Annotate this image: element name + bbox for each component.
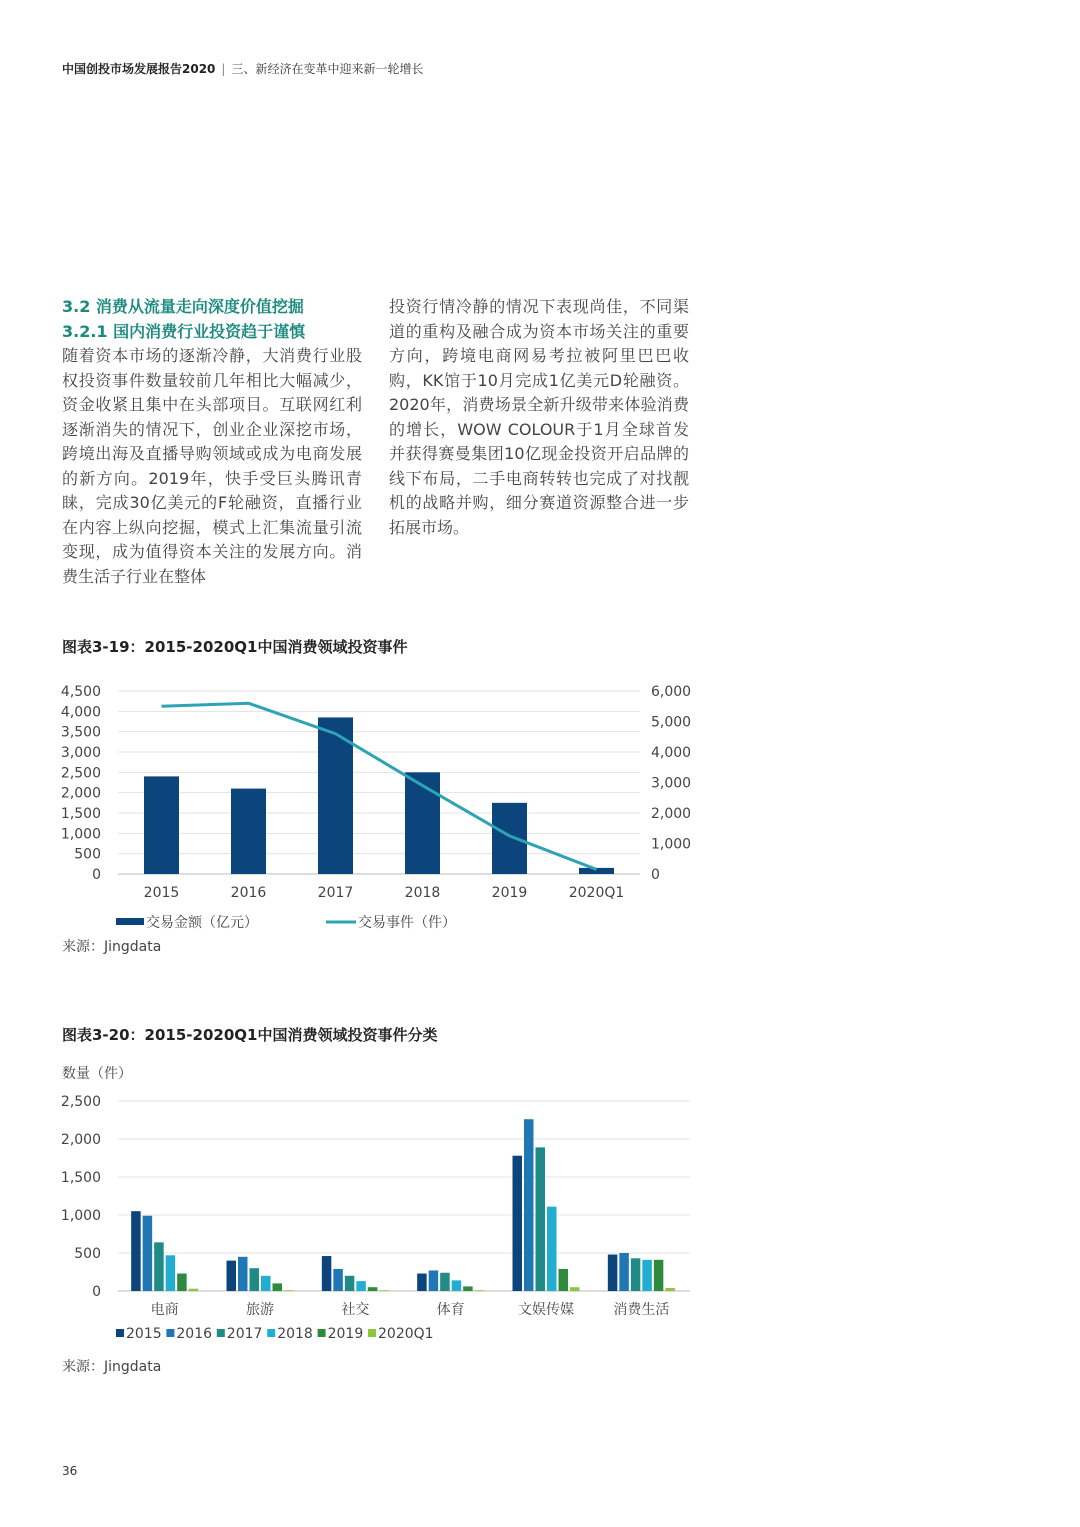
text-column-left (62, 295, 362, 589)
y-left-tick-label: 3,000 (60, 745, 101, 761)
y-left-tick-label: 3,500 (60, 724, 101, 741)
bar-2019 (273, 1283, 283, 1291)
bar-2016 (238, 1257, 248, 1291)
y-tick-label: 0 (92, 1284, 101, 1300)
bar-2020Q1 (570, 1287, 580, 1291)
y-left-tick-label: 500 (74, 846, 101, 863)
bar-2016 (619, 1253, 629, 1291)
figure2-source: 来源：Jingdata (62, 1359, 162, 1375)
y-left-tick-label: 1,500 (60, 806, 101, 822)
legend-label-amount: 交易金额（亿元） (146, 915, 258, 931)
line-events (162, 703, 597, 869)
x-tick-label: 电商 (150, 1302, 179, 1318)
bar-2017 (631, 1258, 641, 1291)
investment-category-chart (0, 1060, 720, 1355)
x-tick-label: 2015 (143, 885, 180, 901)
legend-swatch (318, 1329, 326, 1337)
legend-label-events: 交易事件（件） (358, 915, 456, 931)
chapter-title: 三、新经济在变革中迎来新一轮增长 (231, 62, 424, 76)
body-paragraph-right: 投资行情冷静的情况下表现尚佳，不同渠道的重构及融合成为资本市场关注的重要方向，跨境电商网易考拉被阿里巴巴收购，KK馆于10月完成1亿美元D轮融资。2020年，消费场景全新升级带来体验消费的增长，WOW COLOUR于1月全球首发并获得赛曼集团10亿现金投资开启品牌的线下布局，二手电商转转也完成了对找靓机的战略并购，细分赛道资源整合进一步拓展市场。 (389, 297, 689, 537)
y-left-tick-label: 4,000 (60, 704, 101, 721)
legend-label: 2020Q1 (378, 1326, 434, 1342)
bar-2018 (261, 1276, 271, 1291)
legend-swatch-amount (116, 918, 144, 925)
x-tick-label: 体育 (436, 1302, 465, 1318)
bar-2015 (608, 1255, 618, 1291)
figure2-title: 图表3-20：2015-2020Q1中国消费领域投资事件分类 (62, 1026, 438, 1044)
page-number: 36 (62, 1464, 78, 1478)
bar-amount (492, 803, 527, 874)
legend-swatch (116, 1329, 124, 1337)
y-left-tick-label: 4,500 (60, 684, 101, 700)
y-right-tick-label: 5,000 (651, 714, 692, 731)
bar-2017 (345, 1276, 355, 1291)
legend-swatch (217, 1329, 225, 1337)
y-tick-label: 2,000 (60, 1132, 101, 1148)
bar-amount (405, 772, 440, 874)
header-separator: | (221, 62, 226, 76)
bar-2020Q1 (665, 1288, 675, 1291)
x-tick-label: 社交 (341, 1302, 370, 1318)
legend-swatch (267, 1329, 275, 1337)
x-tick-label: 2020Q1 (568, 885, 625, 901)
x-tick-label: 旅游 (246, 1302, 274, 1318)
bar-2016 (333, 1269, 343, 1291)
bar-2018 (547, 1207, 557, 1291)
bar-2019 (177, 1274, 187, 1291)
legend-label: 2017 (226, 1326, 263, 1342)
x-tick-label: 2016 (230, 885, 267, 901)
legend-label: 2018 (277, 1326, 313, 1342)
x-tick-label: 消费生活 (613, 1302, 670, 1318)
bar-2018 (356, 1281, 366, 1291)
bar-2020Q1 (189, 1289, 199, 1291)
investment-events-chart (0, 675, 720, 940)
page-header (62, 60, 423, 77)
legend-swatch (166, 1329, 174, 1337)
bar-2015 (417, 1274, 427, 1291)
x-tick-label: 2018 (404, 885, 441, 901)
body-paragraph-left: 随着资本市场的逐渐冷静，大消费行业股权投资事件数量较前几年相比大幅减少，资金收紧且集中在头部项目。互联网红利逐渐消失的情况下，创业企业深挖市场，跨境出海及直播导购领域或成为电商发展的新方向。2019年，快手受巨头腾讯青睐，完成30亿美元的F轮融资，直播行业在内容上纵向挖掘，模式上汇集流量引流变现，成为值得资本关注的发展方向。消费生活子行业在整体 (62, 346, 362, 586)
y-tick-label: 1,000 (60, 1208, 101, 1224)
y-right-tick-label: 6,000 (651, 684, 692, 700)
x-tick-label: 文娱传媒 (518, 1302, 574, 1318)
bar-2017 (536, 1147, 546, 1291)
bar-amount (231, 789, 266, 874)
bar-2020Q1 (284, 1290, 294, 1291)
bar-2017 (250, 1268, 260, 1291)
bar-2019 (368, 1287, 378, 1291)
y-tick-label: 500 (74, 1246, 101, 1262)
y-left-tick-label: 0 (92, 867, 101, 883)
bar-2017 (440, 1273, 450, 1291)
bar-2016 (429, 1270, 439, 1291)
y-left-tick-label: 2,000 (60, 785, 101, 802)
bar-2020Q1 (475, 1290, 485, 1291)
x-tick-label: 2017 (317, 885, 354, 901)
bar-2018 (166, 1255, 176, 1291)
report-title: 中国创投市场发展报告2020 (62, 62, 216, 76)
bar-2015 (322, 1256, 332, 1291)
legend-label: 2016 (176, 1326, 213, 1342)
y-right-tick-label: 4,000 (651, 745, 692, 761)
y-left-tick-label: 1,000 (60, 826, 101, 843)
y-axis-title: 数量（件） (62, 1066, 132, 1082)
y-right-tick-label: 0 (651, 867, 660, 883)
bar-2019 (463, 1286, 473, 1291)
section-title: 3.2 消费从流量走向深度价值挖掘 (62, 297, 304, 316)
text-column-right (389, 295, 689, 540)
bar-2018 (452, 1280, 462, 1291)
subsection-title: 3.2.1 国内消费行业投资趋于谨慎 (62, 321, 306, 341)
bar-2015 (227, 1261, 237, 1291)
y-left-tick-label: 2,500 (60, 765, 101, 782)
legend-label: 2019 (327, 1326, 364, 1342)
bar-amount (144, 776, 179, 874)
bar-2018 (642, 1260, 652, 1291)
figure1-source: 来源：Jingdata (62, 939, 162, 955)
bar-2020Q1 (379, 1290, 389, 1291)
bar-2016 (524, 1119, 534, 1291)
bar-2015 (513, 1156, 523, 1291)
y-right-tick-label: 3,000 (651, 775, 692, 792)
bar-2019 (654, 1260, 664, 1291)
legend-swatch (368, 1329, 376, 1337)
x-tick-label: 2019 (491, 885, 528, 901)
figure1-title: 图表3-19：2015-2020Q1中国消费领域投资事件 (62, 638, 408, 656)
y-tick-label: 1,500 (60, 1170, 101, 1186)
bar-2016 (143, 1216, 153, 1291)
bar-2017 (154, 1242, 164, 1291)
bar-2015 (131, 1211, 141, 1291)
legend-label: 2015 (126, 1326, 162, 1342)
y-right-tick-label: 1,000 (651, 836, 692, 853)
y-right-tick-label: 2,000 (651, 806, 692, 822)
y-tick-label: 2,500 (60, 1094, 101, 1110)
bar-2019 (559, 1269, 569, 1291)
